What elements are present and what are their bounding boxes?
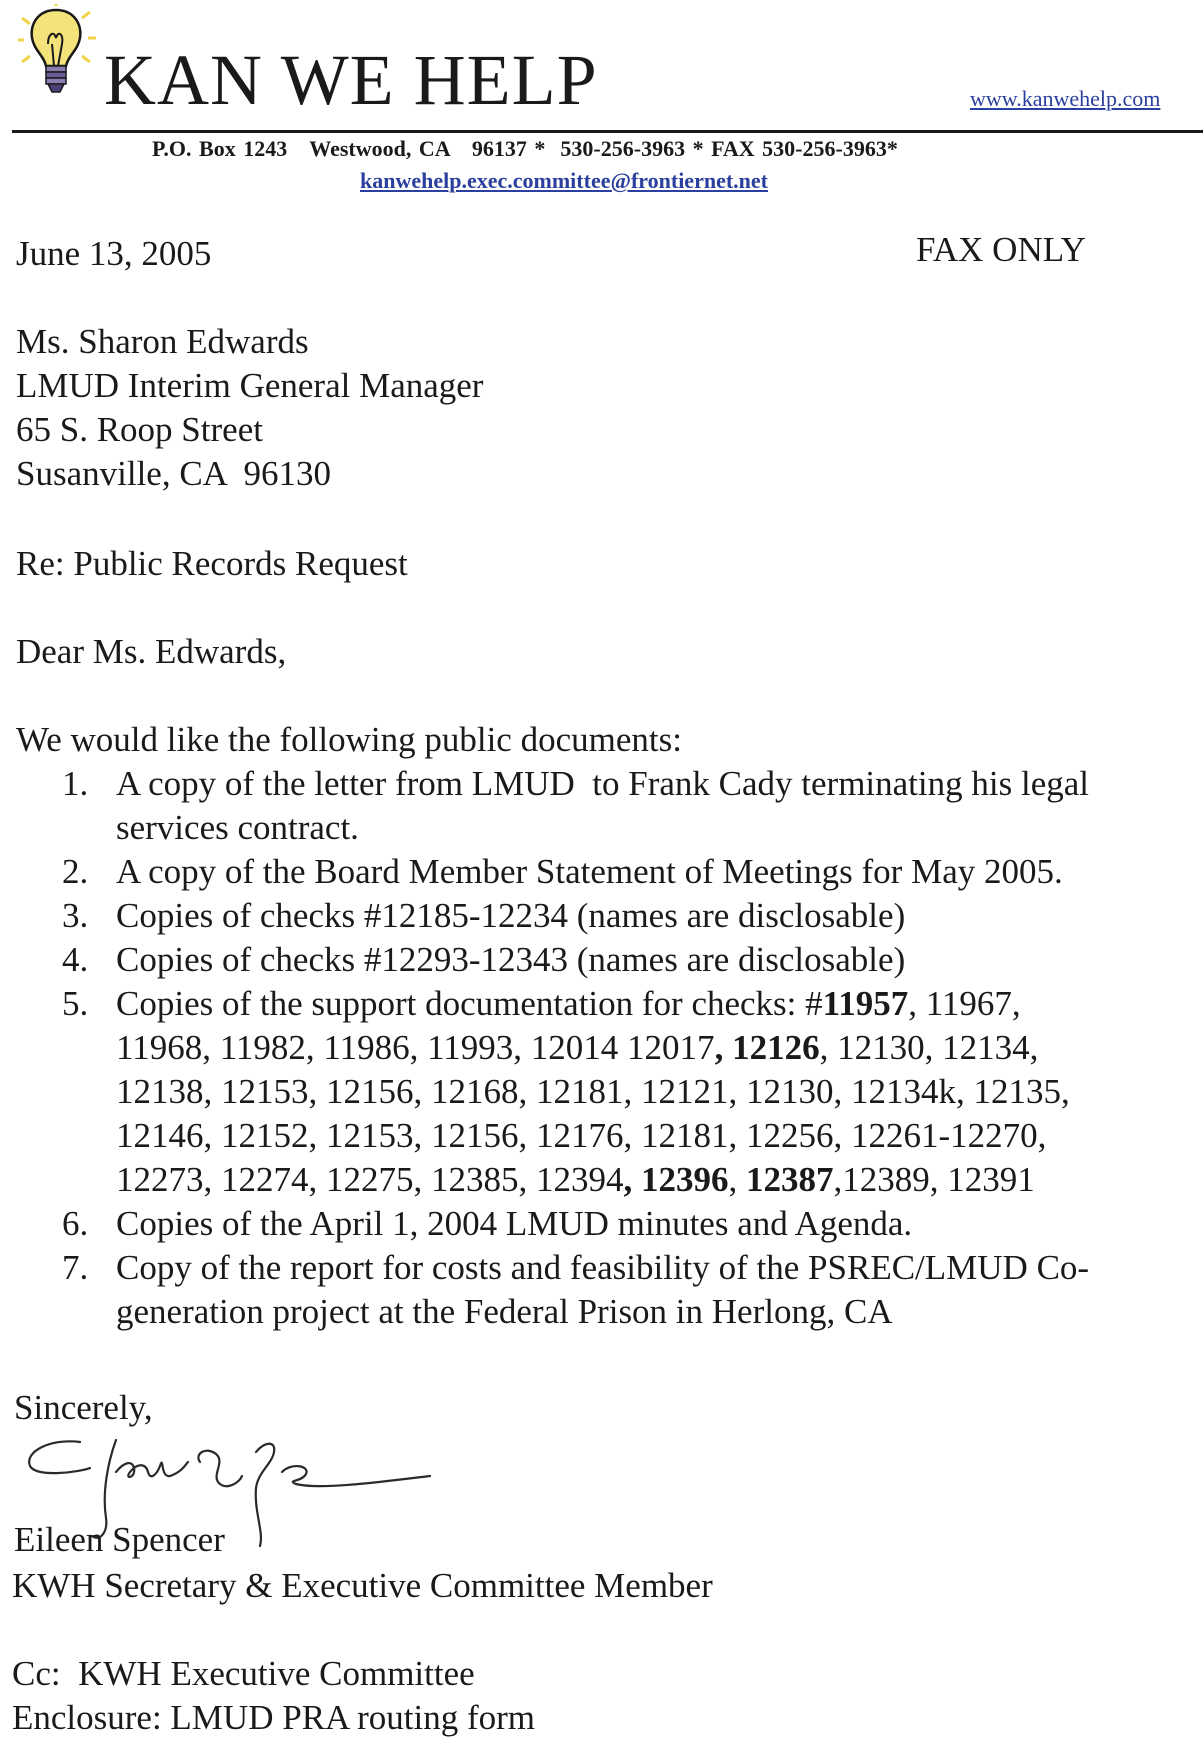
list-item-text: A copy of the letter from LMUD to Frank Cady terminating his legal: [116, 764, 1089, 803]
list-item-line: [116, 850, 1089, 894]
signer-name: Eileen Spencer: [14, 1520, 225, 1559]
subject-line: Re: Public Records Request: [16, 544, 408, 583]
bold-check-number: 12387: [746, 1160, 834, 1199]
recipient-city: Susanville, CA 96130: [16, 454, 332, 493]
enclosure-line: Enclosure: LMUD PRA routing form: [12, 1698, 536, 1737]
list-item-line: [116, 894, 1089, 938]
list-item: [0, 762, 1089, 850]
list-item: [0, 938, 1089, 982]
organization-name: KAN WE HELP: [104, 40, 598, 120]
list-item-line: [116, 1202, 1089, 1246]
list-item-text: ,: [728, 1160, 746, 1199]
bold-check-number: 11957: [822, 984, 909, 1023]
list-item-text: 12273, 12274, 12275, 12385, 12394: [116, 1160, 624, 1199]
list-item-text: A copy of the Board Member Statement of Meetings for May 2005.: [116, 852, 1063, 891]
list-item-line: [116, 982, 1089, 1026]
list-item-number: 6.: [62, 1204, 89, 1243]
recipient-name: Ms. Sharon Edwards: [16, 322, 309, 361]
requested-documents-list: [0, 762, 1089, 1334]
lightbulb-icon: [18, 4, 98, 104]
list-item: [0, 1246, 1089, 1334]
list-item-number: 7.: [62, 1248, 89, 1287]
cc-line: Cc: KWH Executive Committee: [12, 1654, 475, 1693]
list-item-line: [116, 1246, 1089, 1290]
letter-date: June 13, 2005: [16, 234, 212, 273]
list-item-text: , 12130, 12134,: [819, 1028, 1039, 1067]
bold-check-number: , 12126: [714, 1028, 820, 1067]
list-item-text: Copies of checks #12293-12343 (names are disclosable): [116, 940, 906, 979]
list-item-number: 4.: [62, 940, 89, 979]
list-item-line: [116, 1070, 1089, 1114]
delivery-method: FAX ONLY: [916, 230, 1086, 269]
list-item-text: generation project at the Federal Prison in Herlong, CA: [116, 1292, 893, 1331]
list-item-text: ,12389, 12391: [833, 1160, 1035, 1199]
list-item: [0, 894, 1089, 938]
website-link[interactable]: www.kanwehelp.com: [970, 86, 1161, 111]
list-item-text: , 11967,: [908, 984, 1021, 1023]
list-item: [0, 850, 1089, 894]
list-item-number: 1.: [62, 764, 89, 803]
list-item-number: 5.: [62, 984, 89, 1023]
recipient-title: LMUD Interim General Manager: [16, 366, 484, 405]
salutation: Dear Ms. Edwards,: [16, 632, 287, 671]
closing: Sincerely,: [14, 1388, 153, 1427]
recipient-street: 65 S. Roop Street: [16, 410, 263, 449]
list-item-text: Copies of checks #12185-12234 (names are disclosable): [116, 896, 906, 935]
email-link[interactable]: kanwehelp.exec.committee@frontiernet.net: [360, 168, 768, 193]
letterhead-address: P.O. Box 1243 Westwood, CA 96137 * 530-256-3963 * FAX 530-256-3963*: [152, 136, 898, 161]
list-item-number: 2.: [62, 852, 89, 891]
list-item-text: Copies of the support documentation for checks: #: [116, 984, 823, 1023]
list-item-line: [116, 938, 1089, 982]
list-item-text: Copy of the report for costs and feasibility of the PSREC/LMUD Co-: [116, 1248, 1090, 1287]
list-item-text: 12138, 12153, 12156, 12168, 12181, 12121, 12130, 12134k, 12135,: [116, 1072, 1070, 1111]
list-item: [0, 982, 1089, 1202]
signer-title: KWH Secretary & Executive Committee Member: [12, 1566, 713, 1605]
list-item-line: [116, 806, 1089, 850]
list-item-text: Copies of the April 1, 2004 LMUD minutes and Agenda.: [116, 1204, 913, 1243]
list-item-text: services contract.: [116, 808, 359, 847]
request-intro: We would like the following public documents:: [16, 720, 682, 759]
list-item-line: [116, 762, 1089, 806]
list-item-line: [116, 1290, 1089, 1334]
list-item: [0, 1202, 1089, 1246]
list-item-line: [116, 1026, 1089, 1070]
list-item-line: [116, 1158, 1089, 1202]
list-item-text: 12146, 12152, 12153, 12156, 12176, 12181, 12256, 12261-12270,: [116, 1116, 1047, 1155]
header-divider: [12, 130, 1203, 133]
bold-check-number: , 12396: [623, 1160, 729, 1199]
list-item-text: 11968, 11982, 11986, 11993, 12014 12017: [116, 1028, 715, 1067]
list-item-number: 3.: [62, 896, 89, 935]
list-item-line: [116, 1114, 1089, 1158]
